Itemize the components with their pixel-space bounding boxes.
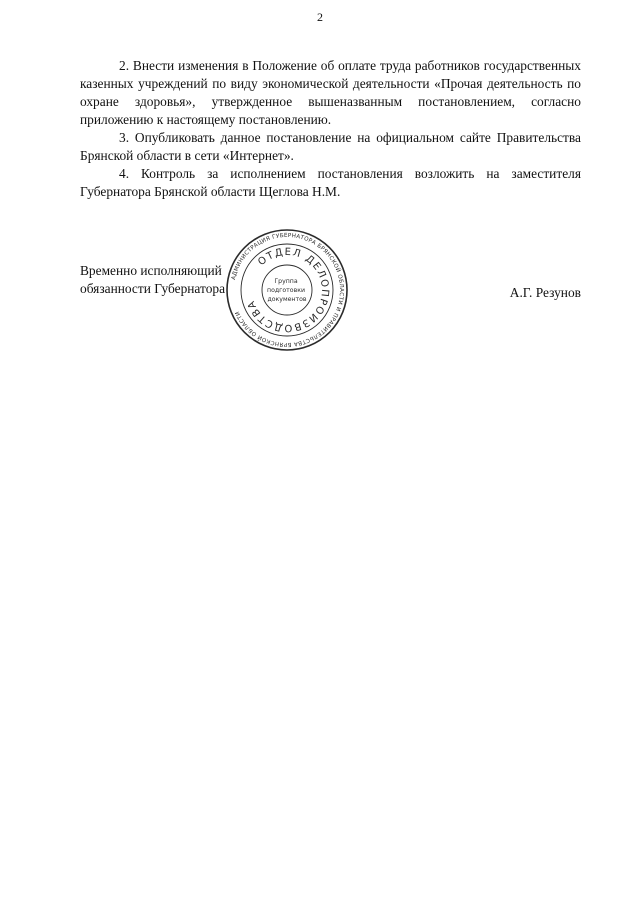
paragraph-2: 2. Внести изменения в Положение об оплате труда работников государственных казенных учреждений по виду экономической деятельности «Прочая деятельность по охране здоровья», утвержденное вышеназванным постановлением, согласно приложению к настоящему постановлению. bbox=[80, 58, 581, 127]
signatory-name: А.Г. Резунов bbox=[509, 285, 581, 300]
paragraph-3: 3. Опубликовать данное постановление на официальном сайте Правительства Брянской области в сети «Интернет». bbox=[80, 130, 581, 163]
official-seal-icon bbox=[225, 228, 349, 352]
seal-inner-text: ОТДЕЛ ДЕЛОПРОИЗВОДСТВА bbox=[245, 246, 331, 334]
seal-outer-text: АДМИНИСТРАЦИЯ ГУБЕРНАТОРА БРЯНСКОЙ ОБЛАСТИ И ПРАВИТЕЛЬСТВА БРЯНСКОЙ ОБЛАСТИ bbox=[230, 232, 345, 348]
signatory-position-line-1: Временно исполняющий bbox=[80, 263, 222, 278]
seal-center-text: Группа подготовки документов bbox=[267, 278, 307, 303]
signatory-position-line-2: обязанности Губернатора bbox=[80, 281, 226, 296]
document-body bbox=[80, 57, 581, 201]
page-number: 2 bbox=[317, 10, 323, 24]
paragraph-4: 4. Контроль за исполнением постановления возложить на заместителя Губернатора Брянской области Щеглова Н.М. bbox=[80, 166, 581, 199]
signatory-position bbox=[80, 262, 225, 298]
